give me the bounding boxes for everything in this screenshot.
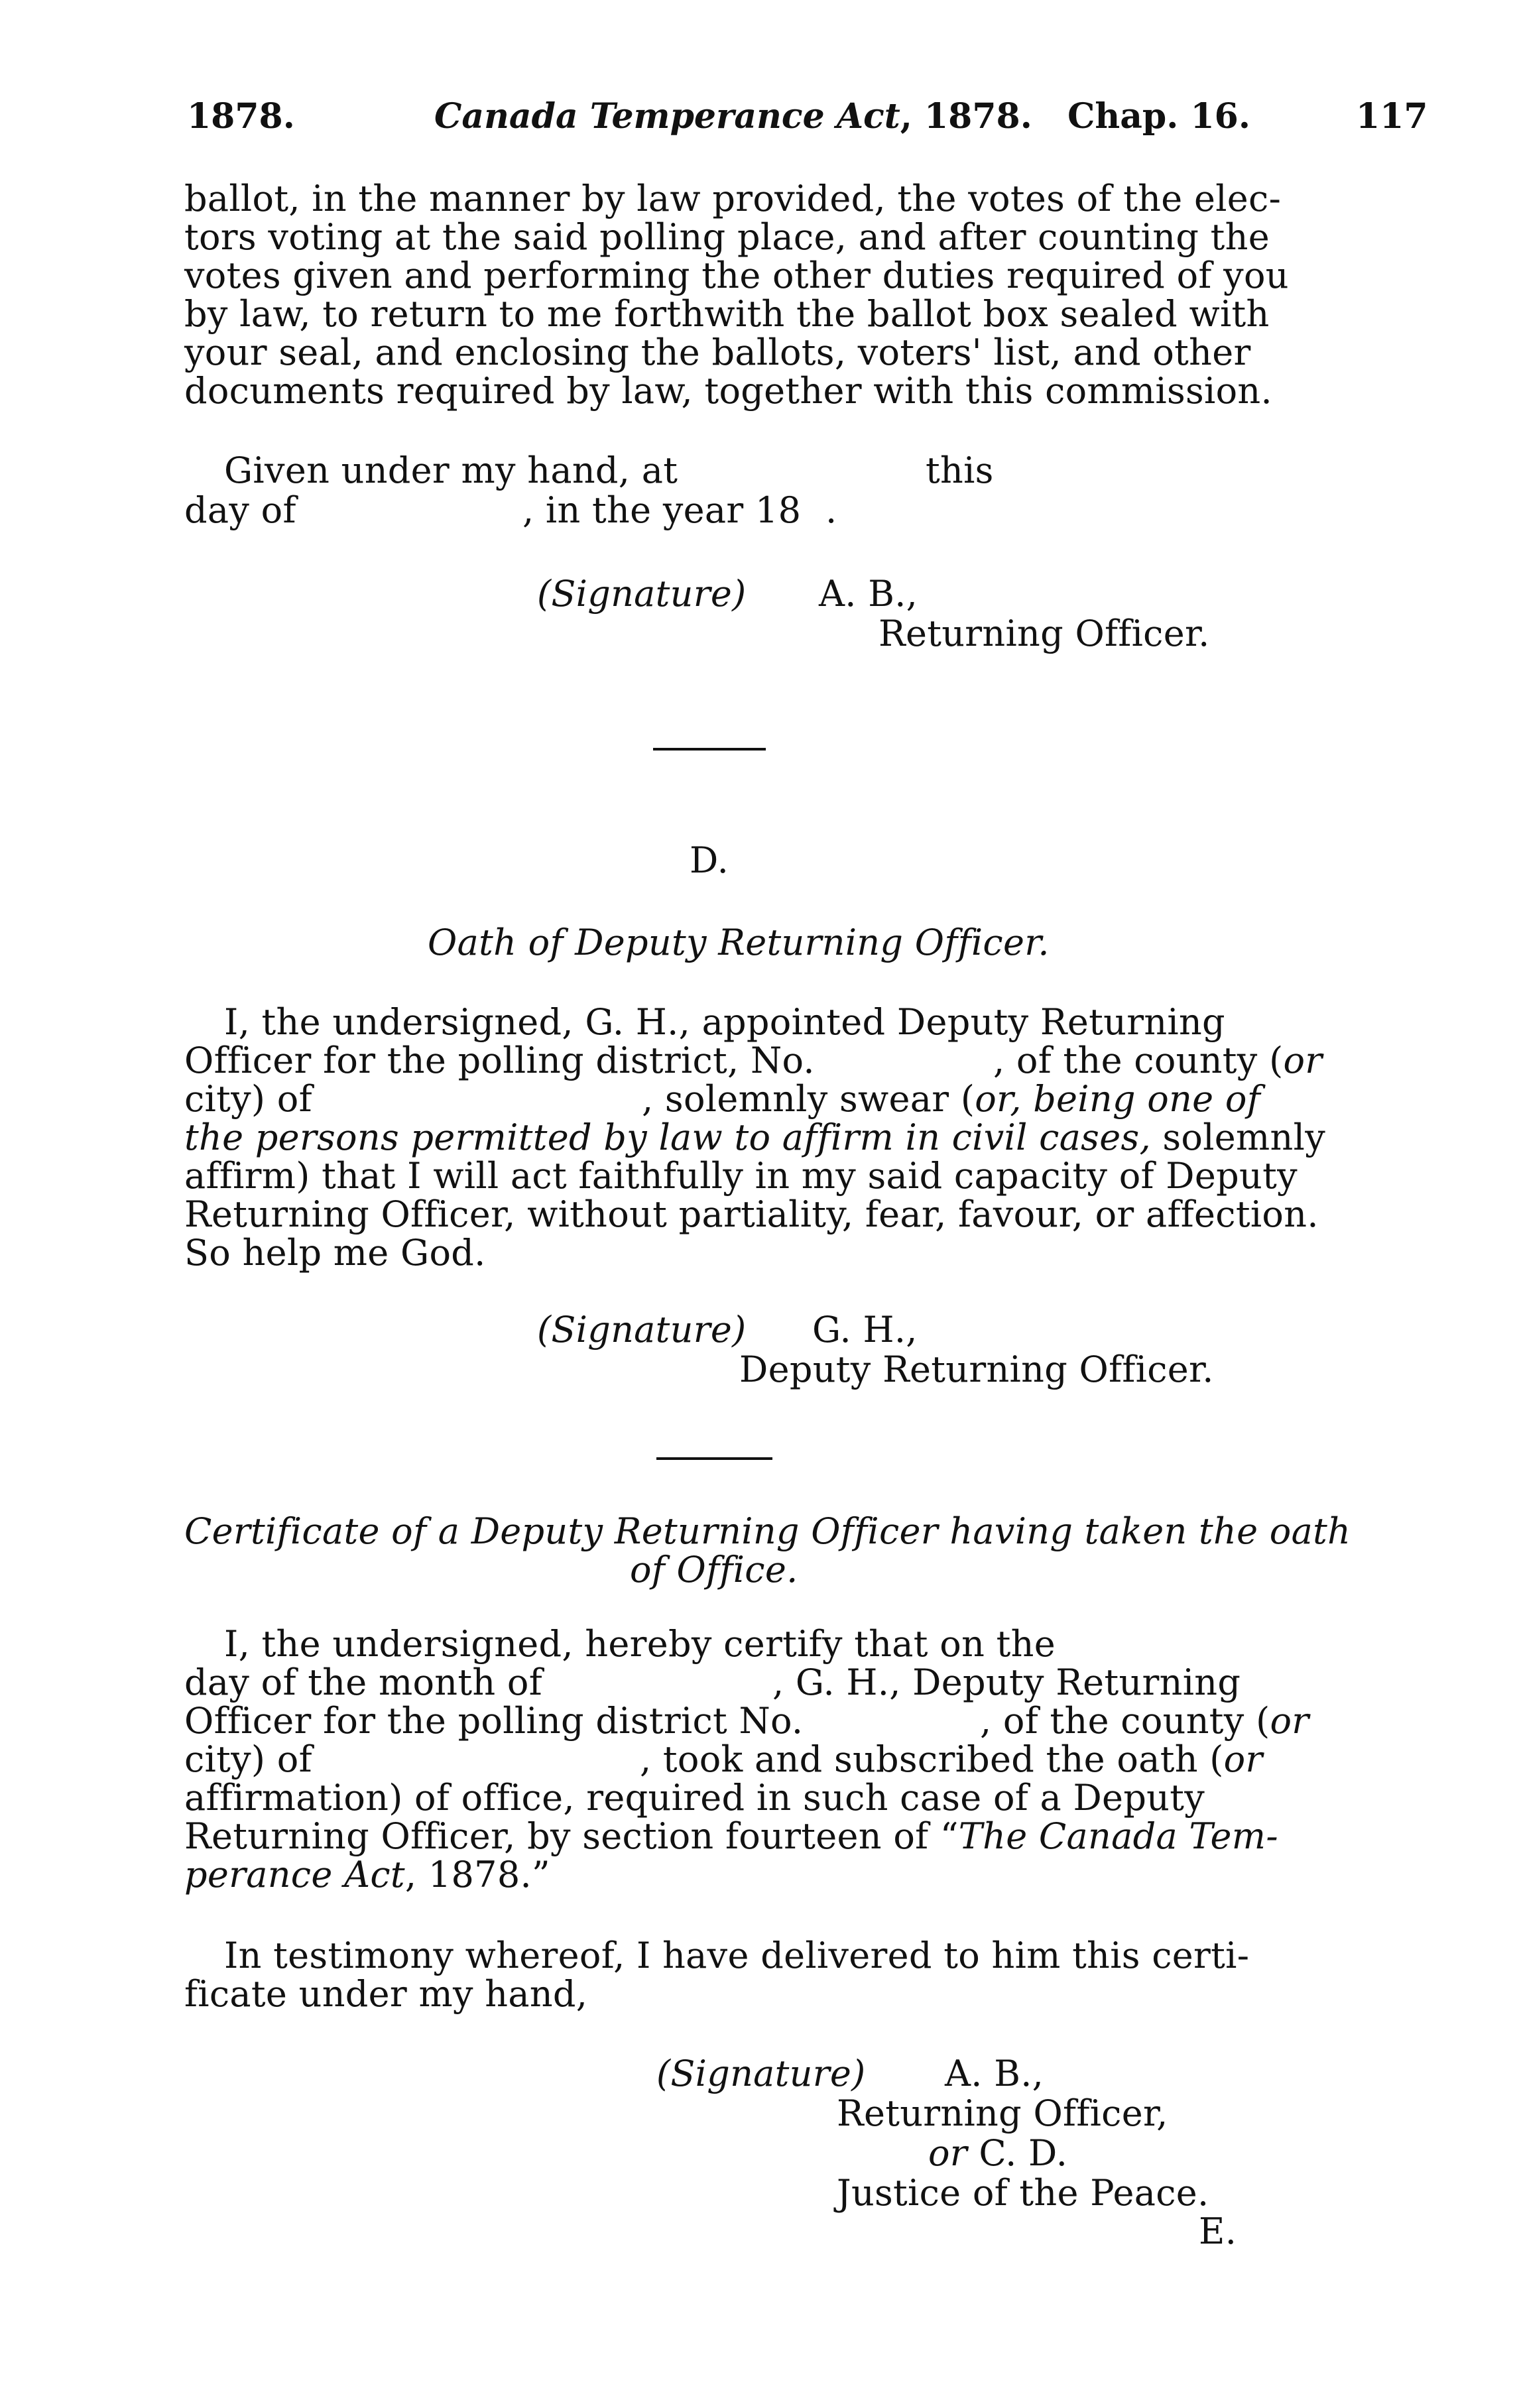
header-year: 1878. bbox=[187, 96, 295, 137]
section-divider bbox=[656, 1457, 772, 1460]
paragraph-line bbox=[184, 1118, 1325, 1158]
text-run-italic: the persons permitted by law to affirm in civil cases, bbox=[184, 1116, 1151, 1158]
signature-name: A. B., bbox=[819, 573, 918, 615]
text-run: , solemnly swear ( bbox=[642, 1078, 975, 1120]
text-run-italic: The Canada Tem- bbox=[958, 1815, 1278, 1857]
testimony-line: ficate under my hand, bbox=[184, 1973, 588, 2015]
next-section-letter: E. bbox=[1199, 2210, 1237, 2252]
certificate-heading: Certificate of a Deputy Returning Officer having taken the oath bbox=[184, 1510, 1351, 1552]
header-chapter: Chap. 16. bbox=[1067, 96, 1250, 137]
paragraph-line bbox=[640, 1740, 1263, 1779]
paragraph-line bbox=[980, 1701, 1309, 1741]
section-letter: D. bbox=[690, 839, 729, 881]
paragraph-line: So help me God. bbox=[184, 1232, 486, 1274]
signature-label: (Signature) bbox=[537, 1309, 747, 1351]
given-day-of: day of bbox=[184, 489, 296, 531]
given-under-hand: Given under my hand, at bbox=[224, 450, 678, 491]
paragraph-line: , G. H., Deputy Returning bbox=[772, 1661, 1241, 1703]
paragraph-line: city) of bbox=[184, 1078, 312, 1120]
paragraph-line: Returning Officer, without partiality, fear, favour, or affection. bbox=[184, 1193, 1319, 1235]
section-divider bbox=[653, 748, 766, 751]
paragraph-line bbox=[184, 1817, 1278, 1856]
paragraph-line: day of the month of bbox=[184, 1661, 543, 1703]
text-run-italic: or bbox=[1283, 1040, 1323, 1081]
paragraph-line: by law, to return to me forthwith the ballot box sealed with bbox=[184, 293, 1270, 335]
text-run-italic: or, bbox=[975, 1078, 1022, 1120]
paragraph-line bbox=[642, 1079, 1260, 1119]
signature-title: Deputy Returning Officer. bbox=[739, 1349, 1214, 1390]
header-title-year: , 1878. bbox=[900, 96, 1032, 137]
header-title-italic: Canada Temperance Act bbox=[434, 96, 900, 137]
signature-title: Returning Officer, bbox=[837, 2092, 1168, 2134]
text-run: solemnly bbox=[1162, 1116, 1326, 1158]
paragraph-line: documents required by law, together with this commission. bbox=[184, 370, 1272, 412]
paragraph-line: affirmation) of office, required in such case of a Deputy bbox=[184, 1777, 1205, 1819]
given-period: . bbox=[825, 489, 837, 531]
paragraph-line: ballot, in the manner by law provided, the votes of the elec- bbox=[184, 178, 1282, 219]
signature-alternative-title: Justice of the Peace. bbox=[837, 2172, 1209, 2214]
signature-alternative bbox=[928, 2134, 1067, 2173]
text-run-italic: perance Act bbox=[184, 1854, 405, 1896]
text-run-italic: or bbox=[928, 2132, 967, 2174]
certificate-heading-continued: of Office. bbox=[630, 1549, 798, 1591]
given-this: this bbox=[926, 450, 994, 491]
text-run: , of the county ( bbox=[980, 1700, 1270, 1742]
signature-name: G. H., bbox=[812, 1309, 918, 1351]
paragraph-line: votes given and performing the other duties required of you bbox=[184, 255, 1289, 296]
signature-name: A. B., bbox=[945, 2053, 1044, 2094]
header-title bbox=[434, 96, 1032, 137]
text-run: , 1878.” bbox=[404, 1854, 550, 1896]
text-run-italic: being one of bbox=[1033, 1078, 1261, 1120]
signature-title: Returning Officer. bbox=[879, 613, 1210, 654]
testimony-line: In testimony whereof, I have delivered to him this certi- bbox=[224, 1935, 1250, 1976]
signature-label: (Signature) bbox=[537, 573, 747, 615]
text-run-italic: or bbox=[1270, 1700, 1309, 1742]
text-run: , of the county ( bbox=[993, 1040, 1284, 1081]
text-run: C. D. bbox=[979, 2132, 1068, 2174]
paragraph-line: your seal, and enclosing the ballots, voters' list, and other bbox=[184, 331, 1251, 373]
paragraph-line bbox=[993, 1041, 1322, 1081]
text-run-italic: or bbox=[1223, 1738, 1263, 1780]
section-heading: Oath of Deputy Returning Officer. bbox=[428, 922, 1050, 963]
paragraph-line: affirm) that I will act faithfully in my said capacity of Deputy bbox=[184, 1155, 1298, 1197]
paragraph-line: I, the undersigned, G. H., appointed Deputy Returning bbox=[224, 1001, 1225, 1043]
paragraph-line: I, the undersigned, hereby certify that on the bbox=[224, 1623, 1056, 1665]
paragraph-line: city) of bbox=[184, 1738, 312, 1780]
paragraph-line: Officer for the polling district, No. bbox=[184, 1040, 815, 1081]
given-year: , in the year 18 bbox=[522, 489, 802, 531]
page-number: 117 bbox=[1356, 96, 1428, 137]
paragraph-line bbox=[184, 1855, 550, 1895]
paragraph-line: tors voting at the said polling place, and after counting the bbox=[184, 216, 1270, 258]
signature-label: (Signature) bbox=[656, 2053, 866, 2094]
text-run: , took and subscribed the oath ( bbox=[640, 1738, 1224, 1780]
text-run: Returning Officer, by section fourteen of “ bbox=[184, 1815, 959, 1857]
paragraph-line: Officer for the polling district No. bbox=[184, 1700, 804, 1742]
